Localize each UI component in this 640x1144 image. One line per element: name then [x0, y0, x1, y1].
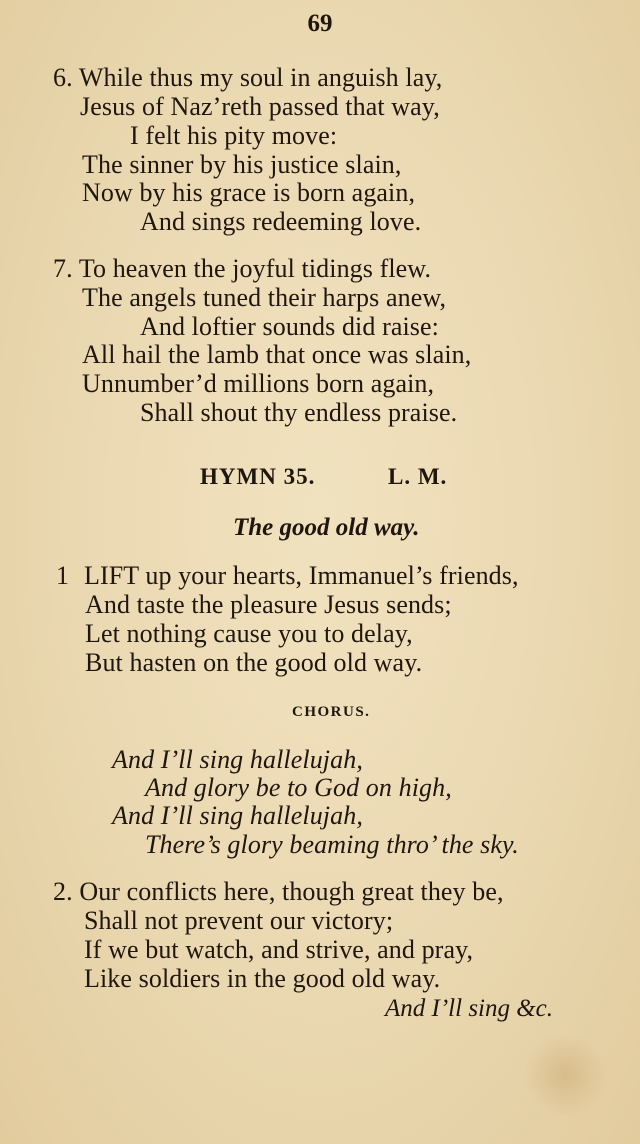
stanza-7-line-5: Unnumber’d millions born again,: [82, 369, 435, 398]
verse-2-line-1: [53, 877, 504, 906]
stanza-7-line-3: And loftier sounds did raise:: [140, 312, 439, 341]
stanza-6-line-1: [53, 63, 442, 92]
stanza-line-text: To heaven the joyful tidings flew.: [78, 254, 432, 283]
stanza-line-text: While thus my soul in anguish lay,: [78, 63, 443, 92]
hymn-meter: L. M.: [388, 464, 448, 489]
stanza-7-line-1: [53, 254, 431, 283]
chorus-label: CHORUS.: [292, 704, 371, 720]
stanza-6-number: 6.: [53, 63, 73, 92]
verse-line-text: LIFT up your hearts, Immanuel’s friends,: [84, 561, 519, 590]
stanza-7-line-6: Shall shout thy endless praise.: [140, 398, 458, 427]
verse-1-line-4: But hasten on the good old way.: [85, 648, 423, 677]
chorus-line-3: And I’ll sing hallelujah,: [112, 801, 363, 830]
verse-1-number: 1: [56, 561, 70, 590]
stanza-6-line-6: And sings redeeming love.: [140, 207, 422, 236]
stanza-7-line-2: The angels tuned their harps anew,: [82, 283, 447, 312]
page-number: 69: [307, 10, 333, 37]
paper-stain: [520, 1035, 610, 1115]
chorus-line-1: And I’ll sing hallelujah,: [112, 745, 363, 774]
stanza-7-line-4: All hail the lamb that once was slain,: [82, 340, 472, 369]
hymn-subtitle: The good old way.: [233, 514, 420, 541]
chorus-line-4: There’s glory beaming thro’ the sky.: [145, 830, 519, 859]
verse-2-line-4: Like soldiers in the good old way.: [84, 964, 441, 993]
refrain-cue: And I’ll sing &c.: [385, 995, 554, 1022]
verse-2-line-2: Shall not prevent our victory;: [84, 906, 394, 935]
verse-2-number: 2.: [53, 877, 73, 906]
verse-1-line-1: [56, 561, 519, 590]
verse-1-line-2: And taste the pleasure Jesus sends;: [85, 590, 452, 619]
stanza-6-line-3: I felt his pity move:: [130, 121, 338, 150]
stanza-6-line-4: The sinner by his justice slain,: [82, 150, 402, 179]
stanza-6-line-5: Now by his grace is born again,: [82, 178, 416, 207]
verse-1-line-3: Let nothing cause you to delay,: [85, 619, 413, 648]
verse-line-text: Our conflicts here, though great they be,: [79, 877, 504, 906]
stanza-7-number: 7.: [53, 254, 73, 283]
verse-2-line-3: If we but watch, and strive, and pray,: [84, 935, 474, 964]
hymn-title: HYMN 35.: [200, 464, 316, 489]
chorus-line-2: And glory be to God on high,: [145, 773, 452, 802]
stanza-6-line-2: Jesus of Naz’reth passed that way,: [80, 92, 440, 121]
